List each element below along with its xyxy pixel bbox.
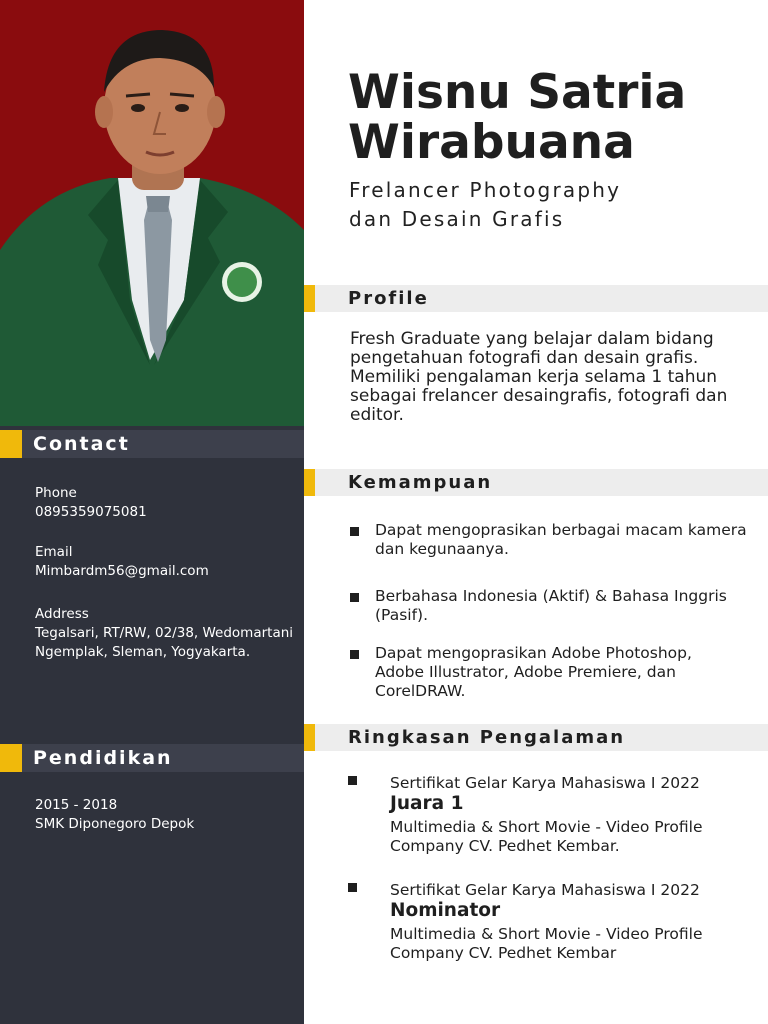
portrait-illustration	[0, 0, 304, 426]
education-heading: Pendidikan	[33, 747, 173, 769]
skills-section-header	[304, 469, 768, 496]
education-years: 2015 - 2018	[35, 797, 118, 813]
square-bullet-icon	[350, 593, 359, 602]
email-label: Email	[35, 544, 73, 560]
accent-bar	[304, 724, 315, 751]
phone-block	[35, 484, 147, 522]
accent-bar	[0, 744, 22, 772]
name-line-2: Wirabuana	[348, 115, 635, 170]
phone-value: 0895359075081	[35, 504, 147, 520]
profile-summary: Fresh Graduate yang belajar dalam bidang pengetahuan fotografi dan desain grafis. Memiliki pengalaman kerja selama 1 tahun sebagai frelancer desaingrafis, fotografi dan editor.	[350, 329, 728, 425]
square-bullet-icon	[348, 883, 357, 892]
accent-bar	[304, 469, 315, 496]
phone-label: Phone	[35, 485, 77, 501]
name-line-1: Wisnu Satria	[348, 65, 687, 120]
sidebar	[0, 0, 304, 1024]
square-bullet-icon	[350, 650, 359, 659]
profile-photo	[0, 0, 304, 426]
square-bullet-icon	[350, 527, 359, 536]
contact-heading: Contact	[33, 433, 130, 455]
contact-section-header	[0, 430, 304, 458]
experience-heading: Ringkasan Pengalaman	[348, 727, 626, 748]
education-school: SMK Diponegoro Depok	[35, 816, 195, 832]
skill-text: Dapat mengoprasikan berbagai macam kamera dan kegunaanya.	[375, 521, 747, 558]
address-line-1: Tegalsari, RT/RW, 02/38, Wedomartani	[35, 625, 294, 641]
email-value[interactable]: Mimbardm56@gmail.com	[35, 563, 209, 579]
award-title: Nominator	[390, 900, 501, 921]
award-title: Juara 1	[390, 793, 464, 814]
email-block	[35, 543, 209, 581]
skills-heading: Kemampuan	[348, 472, 493, 493]
education-block	[35, 796, 194, 834]
experience-section-header	[304, 724, 768, 751]
accent-bar	[304, 285, 315, 312]
job-title	[349, 176, 621, 234]
award-description: Multimedia & Short Movie - Video Profile Company CV. Pedhet Kembar	[390, 925, 703, 962]
square-bullet-icon	[348, 776, 357, 785]
certificate-title: Sertifikat Gelar Karya Mahasiswa I 2022	[390, 881, 700, 899]
skill-text: Dapat mengoprasikan Adobe Photoshop, Adobe Illustrator, Adobe Premiere, dan CorelDRAW.	[375, 644, 692, 700]
profile-section-header	[304, 285, 768, 312]
certificate-title: Sertifikat Gelar Karya Mahasiswa I 2022	[390, 774, 700, 792]
address-label: Address	[35, 606, 89, 622]
job-title-line-1: Frelancer Photography	[349, 178, 622, 202]
address-block	[35, 605, 293, 662]
job-title-line-2: dan Desain Grafis	[349, 207, 565, 231]
address-line-2: Ngemplak, Sleman, Yogyakarta.	[35, 644, 251, 660]
education-section-header	[0, 744, 304, 772]
skill-text: Berbahasa Indonesia (Aktif) & Bahasa Inggris (Pasif).	[375, 587, 727, 624]
candidate-name	[348, 65, 687, 170]
accent-bar	[0, 430, 22, 458]
profile-heading: Profile	[348, 288, 429, 309]
award-description: Multimedia & Short Movie - Video Profile Company CV. Pedhet Kembar.	[390, 818, 703, 855]
